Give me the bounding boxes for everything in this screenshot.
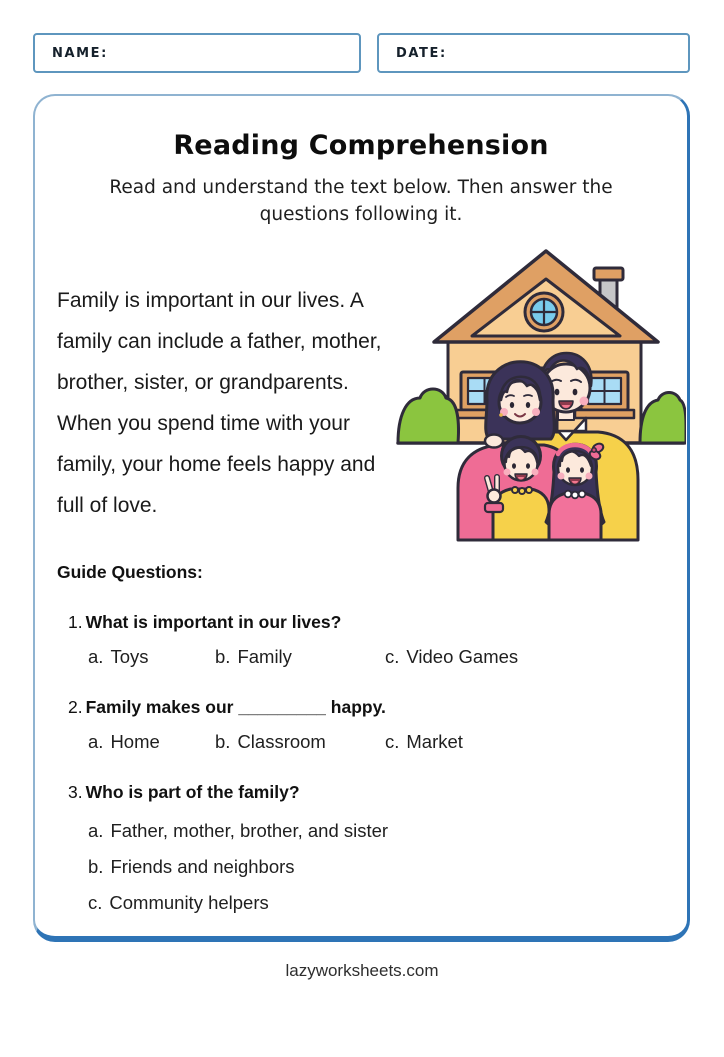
- subtitle: [57, 174, 665, 228]
- date-label: DATE:: [396, 45, 447, 61]
- question-1-text: What is important in our lives?: [85, 612, 342, 632]
- question-3: [57, 782, 665, 921]
- passage-line: Family is important in our lives. A: [57, 289, 364, 312]
- passage-line: brother, sister, or grandparents.: [57, 371, 349, 394]
- header-fields: [33, 33, 690, 73]
- question-2-number: 2.: [68, 697, 83, 717]
- question-1-option-b[interactable]: b. Family: [215, 646, 292, 667]
- footer-url: lazyworksheets.com: [285, 961, 439, 980]
- question-2-option-a[interactable]: a. Home: [88, 731, 160, 752]
- passage-line: family, your home feels happy and: [57, 453, 376, 476]
- worksheet-page: [0, 33, 724, 981]
- question-3-text: Who is part of the family?: [85, 782, 300, 802]
- name-label: NAME:: [52, 45, 108, 61]
- guide-questions-heading: Guide Questions:: [57, 562, 203, 582]
- worksheet-card: [33, 94, 690, 942]
- question-1-number: 1.: [68, 612, 83, 632]
- question-1-option-a[interactable]: a. Toys: [88, 646, 149, 667]
- page-title: Reading Comprehension: [173, 130, 549, 161]
- passage-line: family can include a father, mother,: [57, 330, 382, 353]
- passage-line: When you spend time with your: [57, 412, 350, 435]
- subtitle-line: Read and understand the text below. Then answer the: [109, 177, 613, 198]
- family-house-illustration: [394, 248, 686, 548]
- question-3-number: 3.: [68, 782, 83, 802]
- passage-line: full of love.: [57, 494, 158, 517]
- question-3-option-b[interactable]: b. Friends and neighbors: [88, 856, 295, 877]
- question-3-option-c[interactable]: c. Community helpers: [88, 892, 269, 913]
- question-3-option-a[interactable]: a. Father, mother, brother, and sister: [88, 820, 389, 841]
- question-1-option-c[interactable]: c. Video Games: [385, 646, 519, 667]
- question-1: [57, 612, 665, 668]
- question-2-text: Family makes our _________ happy.: [85, 697, 386, 717]
- question-2-option-c[interactable]: c. Market: [385, 731, 463, 752]
- question-2: [57, 697, 665, 753]
- subtitle-line: questions following it.: [259, 204, 463, 225]
- name-field[interactable]: [33, 33, 361, 73]
- date-field[interactable]: [377, 33, 690, 73]
- question-2-option-b[interactable]: b. Classroom: [215, 731, 326, 752]
